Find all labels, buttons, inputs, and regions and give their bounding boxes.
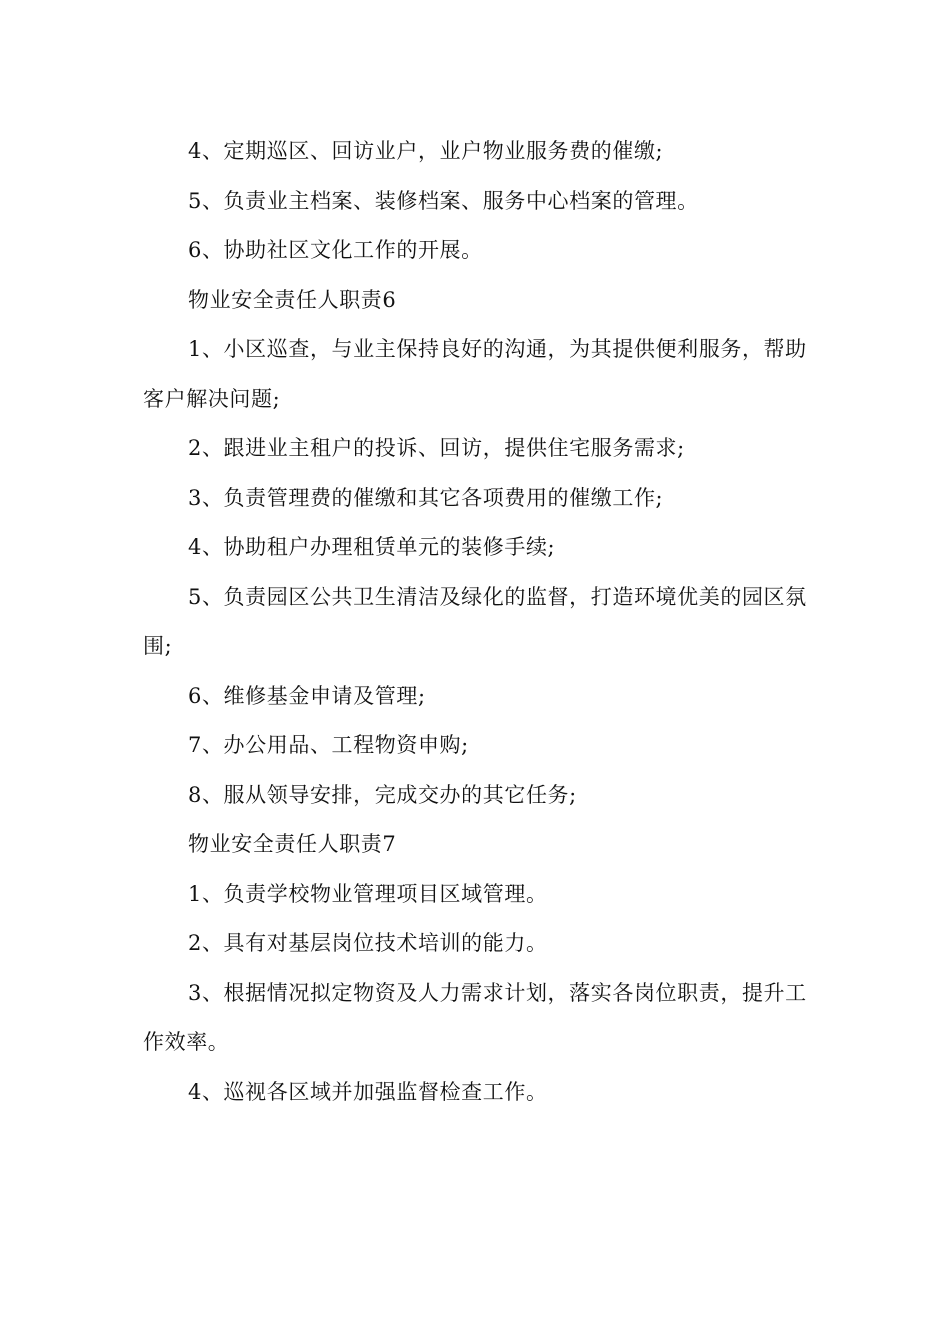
paragraph-s6-item-4: 4、协助租户办理租赁单元的装修手续; (188, 535, 556, 559)
section-heading-7: 物业安全责任人职责7 (188, 832, 397, 856)
paragraph-s6-item-5: 5、负责园区公共卫生清洁及绿化的监督，打造环境优美的园区氛围; (143, 584, 807, 658)
paragraph-s7-item-2: 2、具有对基层岗位技术培训的能力。 (188, 931, 548, 955)
paragraph-s6-item-3: 3、负责管理费的催缴和其它各项费用的催缴工作; (188, 485, 664, 510)
paragraph-duty-6-community: 6、协助社区文化工作的开展。 (188, 238, 483, 262)
paragraph-s6-item-6: 6、维修基金申请及管理; (188, 683, 426, 708)
section-heading-6: 物业安全责任人职责6 (188, 287, 397, 312)
paragraph-s6-item-2: 2、跟进业主租户的投诉、回访，提供住宅服务需求; (188, 436, 685, 460)
paragraph-s7-item-3: 3、根据情况拟定物资及人力需求计划，落实各岗位职责，提升工作效率。 (143, 980, 807, 1054)
paragraph-s7-item-1: 1、负责学校物业管理项目区域管理。 (188, 881, 548, 906)
paragraph-duty-4-patrol: 4、定期巡区、回访业户，业户物业服务费的催缴; (188, 139, 664, 163)
paragraph-s6-item-1: 1、小区巡查，与业主保持良好的沟通，为其提供便利服务，帮助客户解决问题; (143, 337, 807, 411)
paragraph-s6-item-7: 7、办公用品、工程物资申购; (188, 733, 469, 757)
paragraph-s6-item-8: 8、服从领导安排，完成交办的其它任务; (188, 782, 577, 807)
paragraph-s7-item-4: 4、巡视各区域并加强监督检查工作。 (188, 1079, 548, 1104)
paragraph-duty-5-archives: 5、负责业主档案、装修档案、服务中心档案的管理。 (188, 188, 699, 213)
document-body (143, 127, 808, 1117)
